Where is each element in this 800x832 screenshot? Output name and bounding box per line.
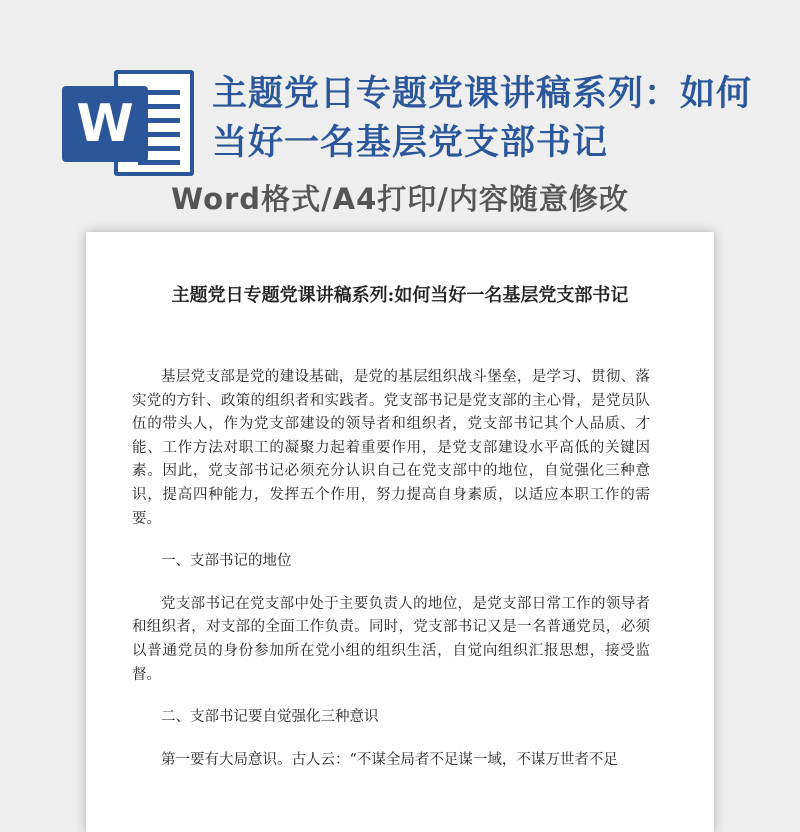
header-subtitle: Word格式/A4打印/内容随意修改 xyxy=(171,182,629,216)
document-body xyxy=(132,366,650,772)
header-title: 主题党日专题党课讲稿系列：如何当好一名基层党支部书记 xyxy=(212,74,753,163)
word-w-icon xyxy=(62,86,148,162)
document-title: 主题党日专题党课讲稿系列:如何当好一名基层党支部书记 xyxy=(171,285,629,306)
logo-letter: W xyxy=(76,94,134,154)
paragraph-secretary-position: 党支部书记在党支部中处于主要负责人的地位，是党支部日常工作的领导者和组织者，对支部的全面工作负责。同时，党支部书记又是一名普通党员，必须以普通党员的身份参加所在党小组的组织生活，自觉向组织汇报思想，接受监督。 xyxy=(132,595,650,683)
paragraph-overall-awareness: 第一要有大局意识。古人云：“不谋全局者不足谋一域，不谋万世者不足 xyxy=(161,751,618,768)
section-heading-1: 一、支部书记的地位 xyxy=(161,553,292,570)
section-heading-2: 二、支部书记要自觉强化三种意识 xyxy=(161,709,379,726)
paragraph-intro: 基层党支部是党的建设基础，是党的基层组织战斗堡垒，是学习、贯彻、落实党的方针、政策的组织者和实践者。党支部书记是党支部的主心骨，是党员队伍的带头人，作为党支部建设的领导者和组织者，党支部书记其个人品质、才能、工作方法对职工的凝聚力起着重要作用，是党支部建设水平高低的关键因素。因此，党支部书记必须充分认识自己在党支部中的地位，自觉强化三种意识，提高四种能力，发挥五个作用，努力提高自身素质，以适应本职工作的需要。 xyxy=(132,369,650,527)
word-logo xyxy=(62,70,197,176)
document-page xyxy=(86,232,714,832)
